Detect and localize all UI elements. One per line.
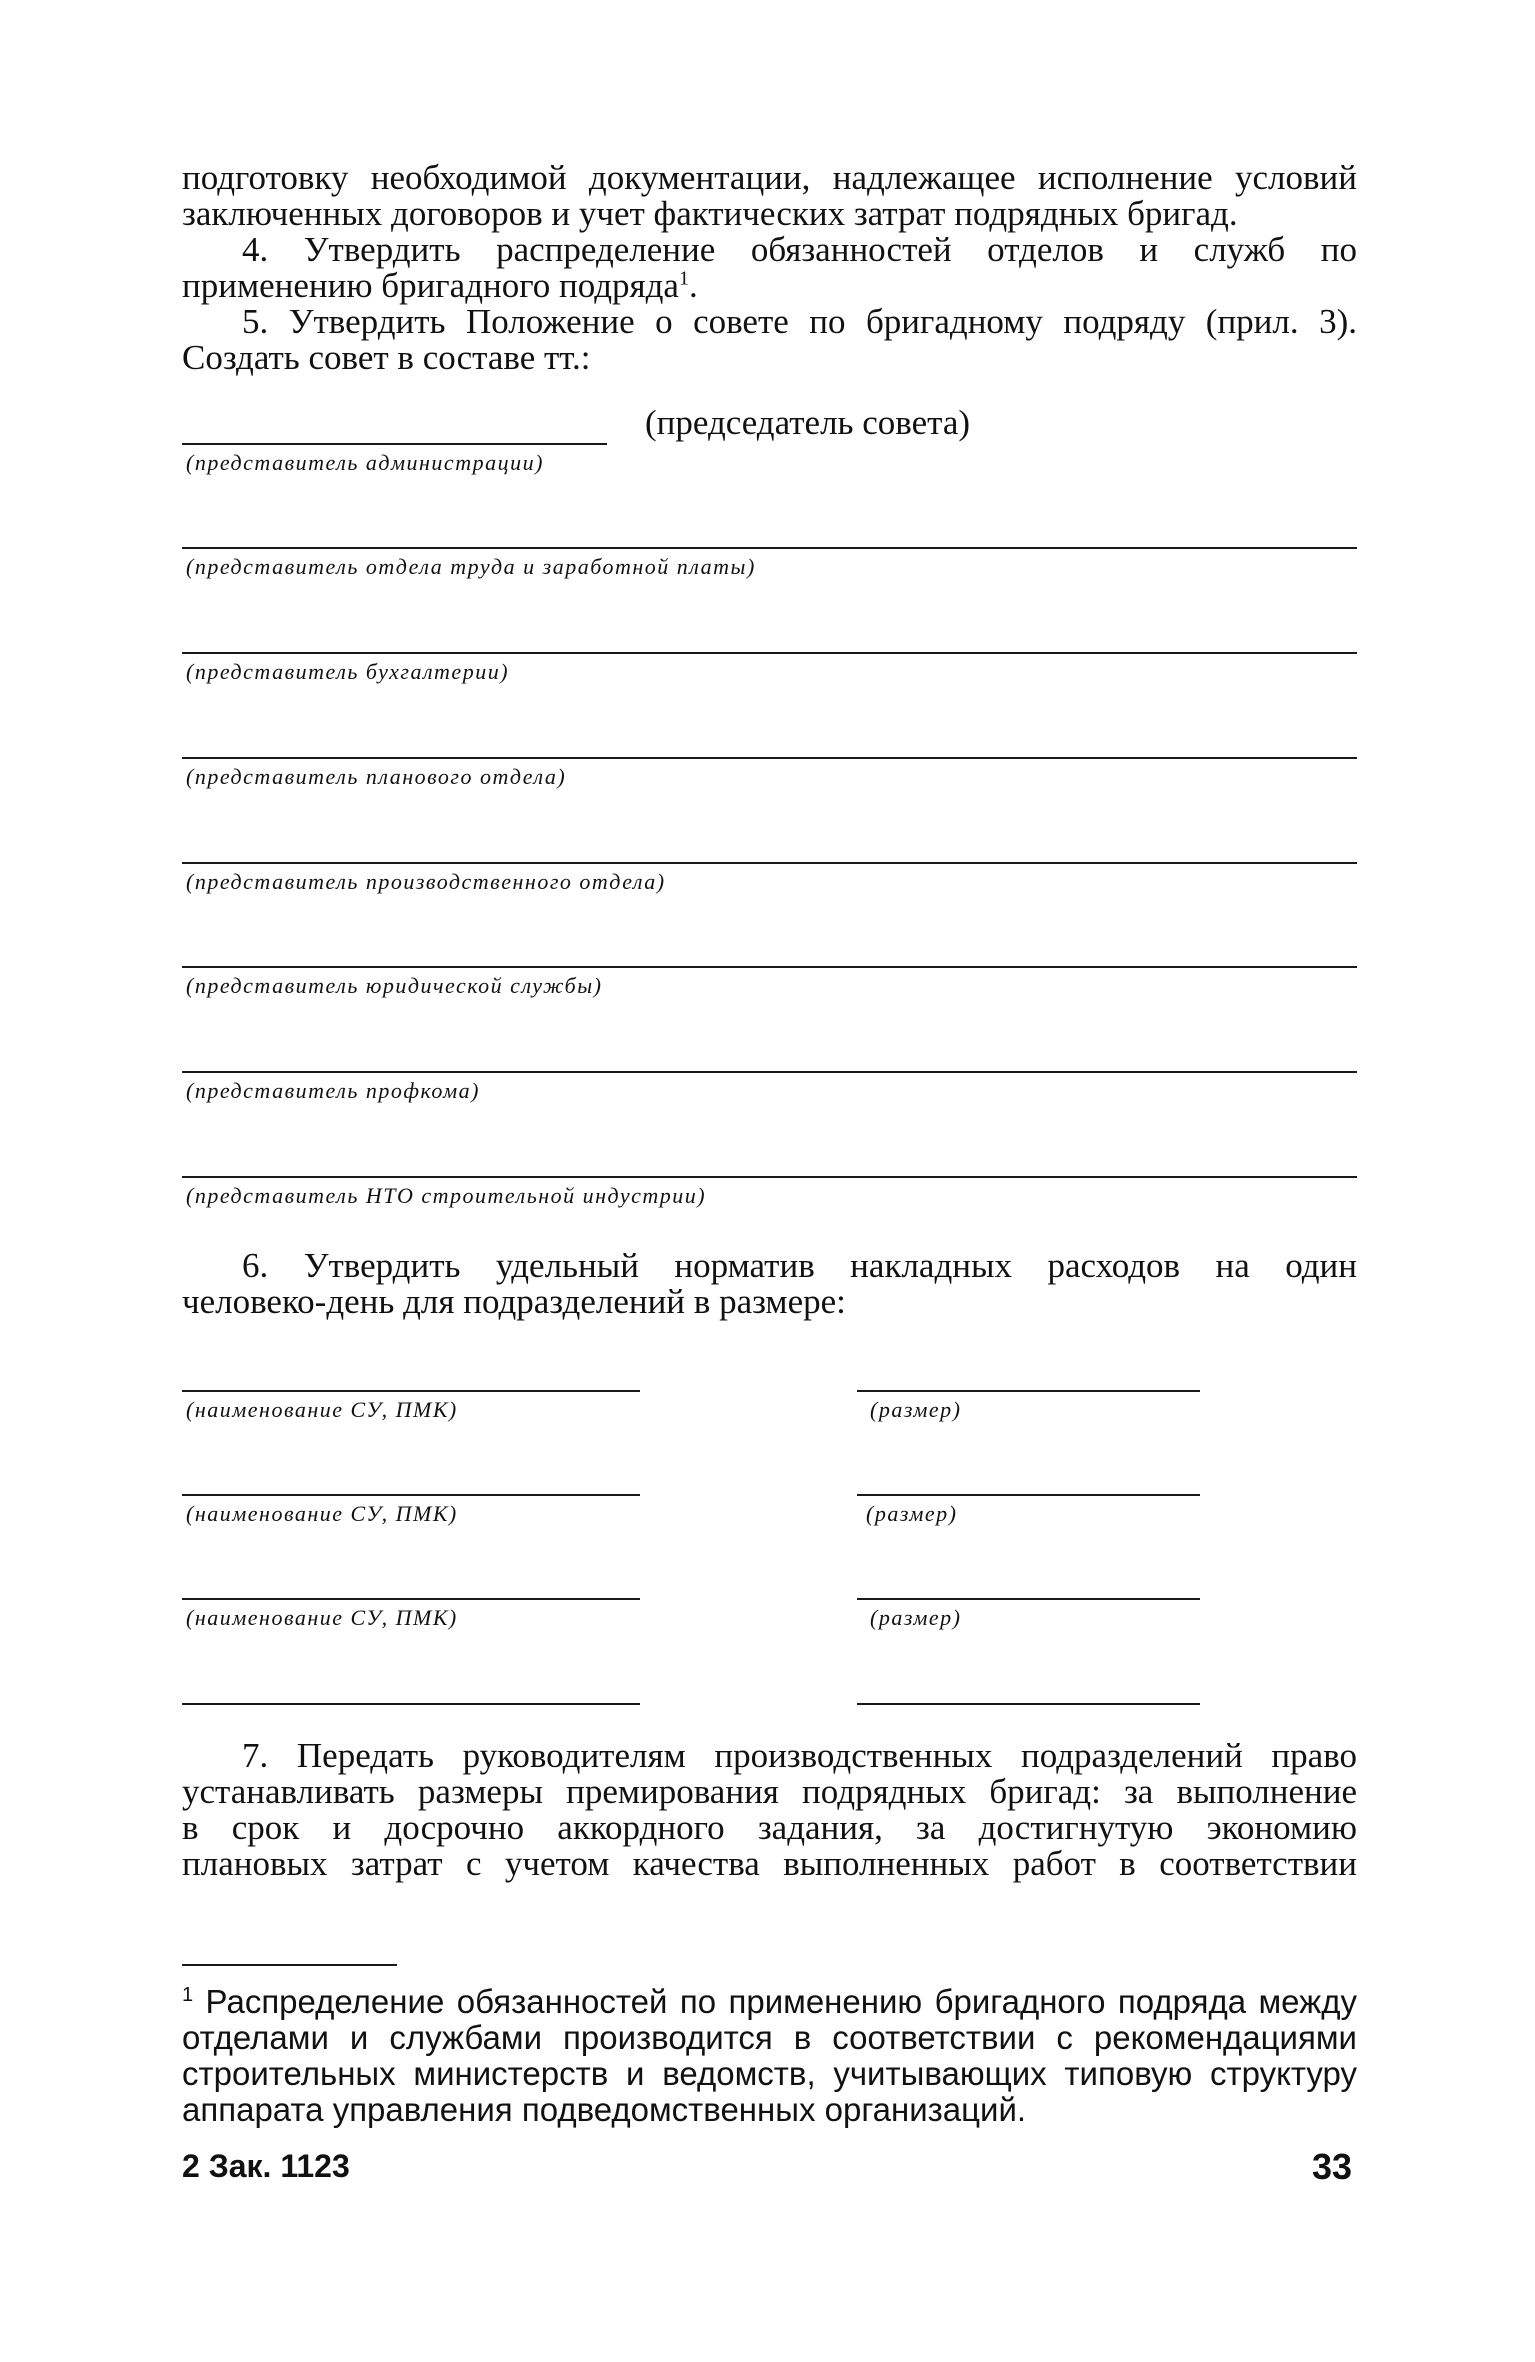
- unit-name-caption-2: (наименование СУ, ПМК): [186, 1501, 458, 1526]
- paragraph-intro: [182, 160, 1357, 232]
- paragraph-item-5: [182, 304, 1357, 376]
- footnote-ref: 1: [678, 267, 689, 290]
- footnote-line-1-text: Распределение обязанностей по применению бригадного подряда между: [205, 1983, 1357, 2020]
- unit-size-caption-2: (размер): [866, 1501, 958, 1526]
- unit-name-line-1: [182, 1390, 640, 1392]
- signature-line-accounting: [182, 652, 1357, 654]
- caption-accounting: (представитель бухгалтерии): [186, 659, 510, 684]
- unit-name-line-2: [182, 1494, 640, 1496]
- unit-size-line-2: [857, 1494, 1200, 1496]
- item4-line-2: [182, 268, 1357, 304]
- unit-name-caption-1: (наименование СУ, ПМК): [186, 1397, 458, 1422]
- footnote-separator: [182, 1964, 397, 1966]
- signature-line-nto: [182, 1176, 1357, 1178]
- item6-line-1: 6. Утвердить удельный норматив накладных расходов на один: [242, 1246, 1357, 1285]
- item4-line-2-text: применению бригадного подряда: [182, 266, 679, 305]
- unit-size-caption-1: (размер): [870, 1397, 962, 1422]
- intro-line-2: заключенных договоров и учет фактических затрат подрядных бригад.: [182, 194, 1238, 233]
- footnote-line-1: [182, 1984, 1357, 2020]
- footnote-line-3: строительных министерств и ведомств, учитывающих типовую структуру: [182, 2055, 1357, 2092]
- signature-line-labor: [182, 547, 1357, 549]
- signature-line-planning: [182, 757, 1357, 759]
- caption-admin: (представитель администрации): [186, 450, 544, 475]
- signature-line-admin: [182, 443, 607, 445]
- paragraph-item-6: [182, 1248, 1357, 1320]
- signature-line-production: [182, 862, 1357, 864]
- unit-size-line-3: [857, 1598, 1200, 1600]
- item5-line-2: Создать совет в составе тт.:: [182, 338, 591, 377]
- unit-name-caption-3: (наименование СУ, ПМК): [186, 1605, 458, 1630]
- unit-size-caption-3: (размер): [870, 1605, 962, 1630]
- caption-union: (представитель профкома): [186, 1078, 480, 1103]
- item6-line-2: человеко-день для подразделений в размере:: [182, 1282, 846, 1321]
- caption-production: (представитель производственного отдела): [186, 869, 666, 894]
- order-reference: 2 Зак. 1123: [182, 2148, 350, 2184]
- unit-size-line-4: [857, 1703, 1200, 1705]
- item4-line-1: 4. Утвердить распределение обязанностей отделов и служб по: [242, 230, 1357, 269]
- signature-line-union: [182, 1071, 1357, 1073]
- item7-line-4: плановых затрат с учетом качества выполненных работ в соответствии: [182, 1844, 1357, 1883]
- item5-line-1: 5. Утвердить Положение о совете по бригадному подряду (прил. 3).: [242, 302, 1357, 341]
- item7-line-3: в срок и досрочно аккордного задания, за достигнутую экономию: [182, 1808, 1357, 1847]
- footnote-marker: 1: [182, 1984, 194, 2006]
- page-number: 33: [1312, 2146, 1353, 2187]
- unit-name-line-4: [182, 1703, 640, 1705]
- chairman-label: (председатель совета): [645, 403, 971, 442]
- caption-planning: (представитель планового отдела): [186, 764, 567, 789]
- unit-size-line-1: [857, 1390, 1200, 1392]
- caption-nto: (представитель НТО строительной индустрии): [186, 1183, 707, 1208]
- caption-legal: (представитель юридической службы): [186, 973, 603, 998]
- paragraph-item-4: [182, 232, 1357, 304]
- caption-labor: (представитель отдела труда и заработной платы): [186, 554, 756, 579]
- signature-line-legal: [182, 966, 1357, 968]
- paragraph-item-7: [182, 1738, 1357, 1882]
- item7-line-2: устанавливать размеры премирования подрядных бригад: за выполнение: [182, 1772, 1357, 1811]
- item7-line-1: 7. Передать руководителям производственных подразделений право: [242, 1736, 1357, 1775]
- intro-line-1: подготовку необходимой документации, надлежащее исполнение условий: [182, 158, 1357, 197]
- footnote-line-2: отделами и службами производится в соответствии с рекомендациями: [182, 2019, 1357, 2056]
- unit-name-line-3: [182, 1598, 640, 1600]
- footnote: [182, 1984, 1357, 2128]
- footnote-line-4: аппарата управления подведомственных организаций.: [182, 2091, 1027, 2128]
- item4-period: .: [688, 266, 698, 305]
